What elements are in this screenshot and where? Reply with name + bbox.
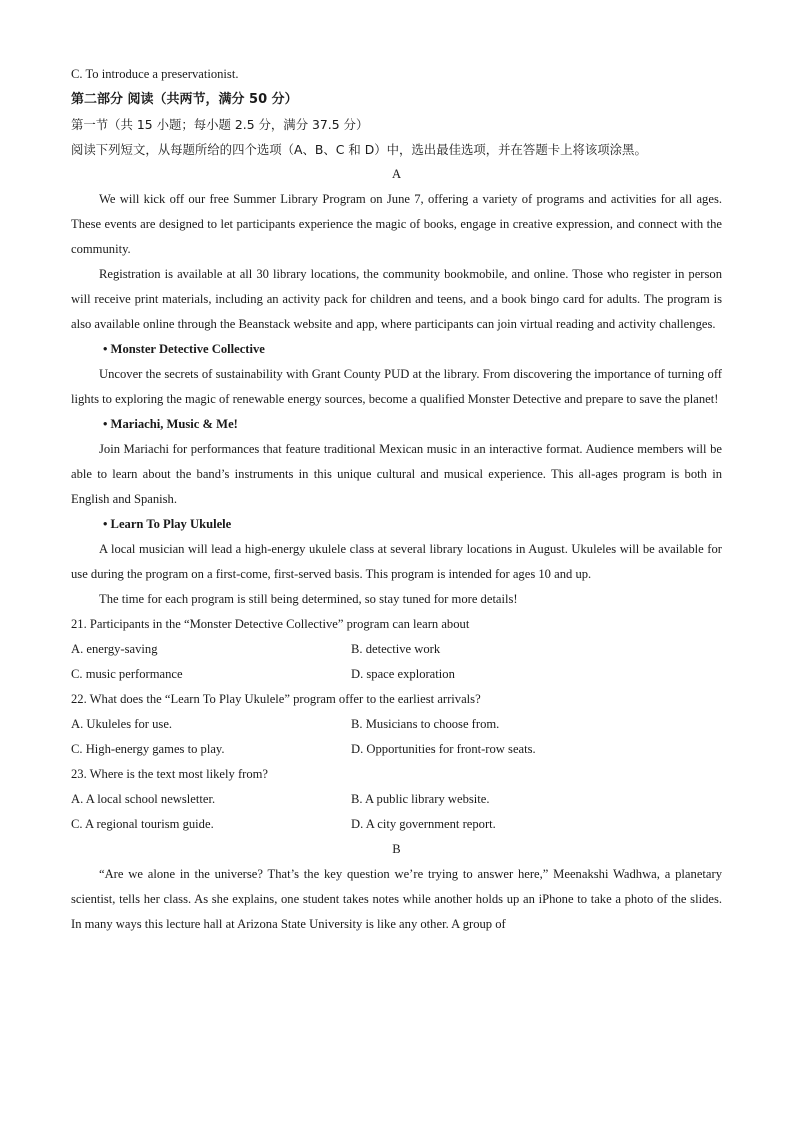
question-22-option-d: D. Opportunities for front-row seats. (351, 742, 536, 756)
program-title-ukulele: • Learn To Play Ukulele (103, 517, 232, 531)
question-21-option-b: B. detective work (351, 642, 441, 656)
section-title: 第二部分 阅读（共两节，满分 50 分） (71, 92, 298, 107)
program-text-monster-detective: Uncover the secrets of sustainability with Grant County PUD at the library. From discovering the importance of turning off lights to exploring the magic of renewable energy sources, become a qualified Monster Detective and prepare to save the planet! (71, 367, 722, 406)
passage-b-paragraph-1: “Are we alone in the universe? That’s the key question we’re trying to answer here,” Meenakshi Wadhwa, a planetary scientist, tells her class. As she explains, one student takes notes while another holds up an iPhone to take a photo of the slides. In many ways this lecture hall at Arizona State University is like any other. A group of (71, 867, 722, 931)
program-title-monster-detective: • Monster Detective Collective (103, 342, 265, 356)
previous-option: C. To introduce a preservationist. (71, 67, 239, 81)
question-21-stem: 21. Participants in the “Monster Detective Collective” program can learn about (71, 617, 470, 631)
question-23-option-c: C. A regional tourism guide. (71, 817, 214, 831)
question-23-option-a: A. A local school newsletter. (71, 792, 216, 806)
question-23-stem: 23. Where is the text most likely from? (71, 767, 269, 781)
passage-a-closing: The time for each program is still being determined, so stay tuned for more details! (99, 592, 518, 606)
question-21-option-d: D. space exploration (351, 667, 455, 681)
question-22-option-a: A. Ukuleles for use. (71, 717, 173, 731)
question-23-option-d: D. A city government report. (351, 817, 496, 831)
program-title-mariachi: • Mariachi, Music & Me! (103, 417, 238, 431)
section-subtitle: 第一节（共 15 小题；每小题 2.5 分，满分 37.5 分） (71, 117, 369, 132)
question-23-option-b: B. A public library website. (351, 792, 490, 806)
question-23-options-row-1 (71, 787, 722, 812)
question-21-option-a: A. energy-saving (71, 642, 158, 656)
program-text-mariachi: Join Mariachi for performances that feature traditional Mexican music in an interactive format. Audience members will be able to learn about the band’s instruments in this unique cultural and musical experience. This all-ages program is both in English and Spanish. (71, 442, 722, 506)
exam-page (71, 62, 722, 937)
question-21-option-c: C. music performance (71, 667, 183, 681)
program-text-ukulele: A local musician will lead a high-energy ukulele class at several library locations in August. Ukuleles will be available for use during the program on a first-come, first-served basis. This program is intended for ages 10 and up. (71, 542, 722, 581)
question-22-options-row-2 (71, 737, 722, 762)
question-21-options-row-1 (71, 637, 722, 662)
question-23-options-row-2 (71, 812, 722, 837)
passage-b-label: B (392, 842, 401, 856)
passage-a-label: A (391, 167, 402, 181)
question-22-option-c: C. High-energy games to play. (71, 742, 225, 756)
question-22-option-b: B. Musicians to choose from. (351, 717, 500, 731)
passage-a-paragraph-2: Registration is available at all 30 library locations, the community bookmobile, and online. Those who register in person will receive print materials, including an activity pack for children and teens, and a book bingo card for adults. The program is also available online through the Beanstack website and app, where participants can join virtual reading and activity challenges. (71, 267, 722, 331)
question-22-stem: 22. What does the “Learn To Play Ukulele” program offer to the earliest arrivals? (71, 692, 481, 706)
section-instructions: 阅读下列短文，从每题所给的四个选项（A、B、C 和 D）中，选出最佳选项，并在答题卡上将该项涂黑。 (71, 142, 647, 157)
passage-a-paragraph-1: We will kick off our free Summer Library Program on June 7, offering a variety of programs and activities for all ages. These events are designed to let participants experience the magic of books, engage in creative expression, and connect with the community. (71, 192, 722, 256)
question-22-options-row-1 (71, 712, 722, 737)
question-21-options-row-2 (71, 662, 722, 687)
